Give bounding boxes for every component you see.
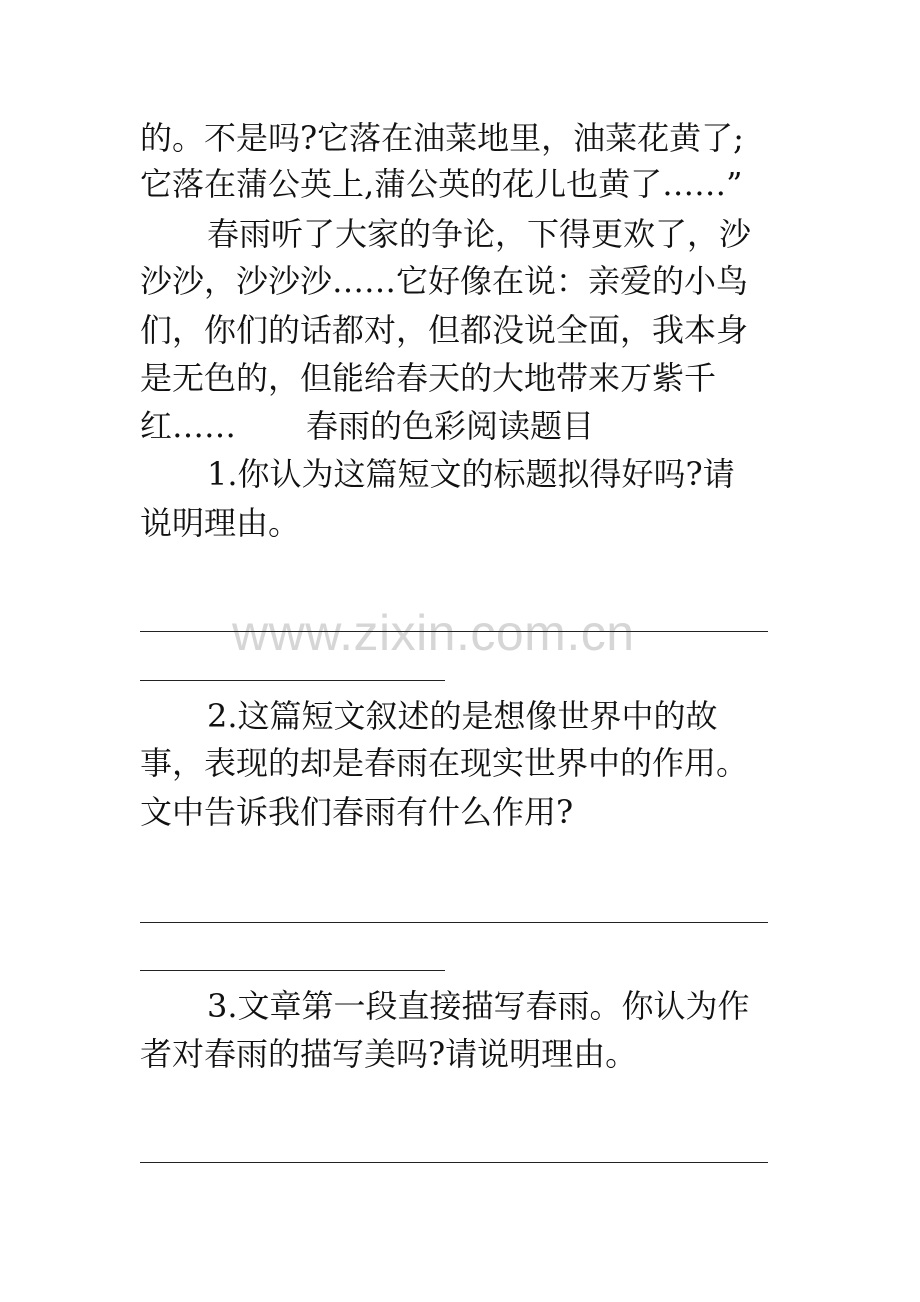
passage-line: 春雨听了大家的争论，下得更欢了，沙 xyxy=(207,215,752,253)
section-title: 春雨的色彩阅读题目 xyxy=(306,407,595,445)
question-3-text: 3.文章第一段直接描写春雨。你认为作 xyxy=(207,987,750,1025)
passage-line xyxy=(140,407,594,445)
answer-line xyxy=(140,922,768,923)
question-1-text: 说明理由。 xyxy=(140,504,301,542)
passage-line: 它落在蒲公英上,蒲公英的花儿也黄了……” xyxy=(140,165,743,203)
passage-line: 是无色的，但能给春天的大地带来万紫千 xyxy=(140,359,717,397)
answer-line xyxy=(140,631,768,632)
question-2-text: 2.这篇短文叙述的是想像世界中的故 xyxy=(207,697,718,735)
question-3-text: 者对春雨的描写美吗?请说明理由。 xyxy=(140,1035,638,1073)
answer-line xyxy=(140,1162,768,1163)
answer-line xyxy=(140,680,445,681)
watermark: www.zixin.com.cn xyxy=(232,605,635,661)
passage-line: 的。不是吗?它落在油菜地里，油菜花黄了; xyxy=(140,119,744,157)
passage-line: 们，你们的话都对，但都没说全面，我本身 xyxy=(140,311,749,349)
passage-line-end: 红…… xyxy=(140,407,237,445)
answer-line xyxy=(140,970,445,971)
question-2-text: 文中告诉我们春雨有什么作用? xyxy=(140,793,574,831)
question-1-text: 1.你认为这篇短文的标题拟得好吗?请 xyxy=(207,455,735,493)
question-2-text: 事，表现的却是春雨在现实世界中的作用。 xyxy=(140,744,749,782)
passage-line: 沙沙，沙沙沙……它好像在说：亲爱的小鸟 xyxy=(140,262,749,300)
